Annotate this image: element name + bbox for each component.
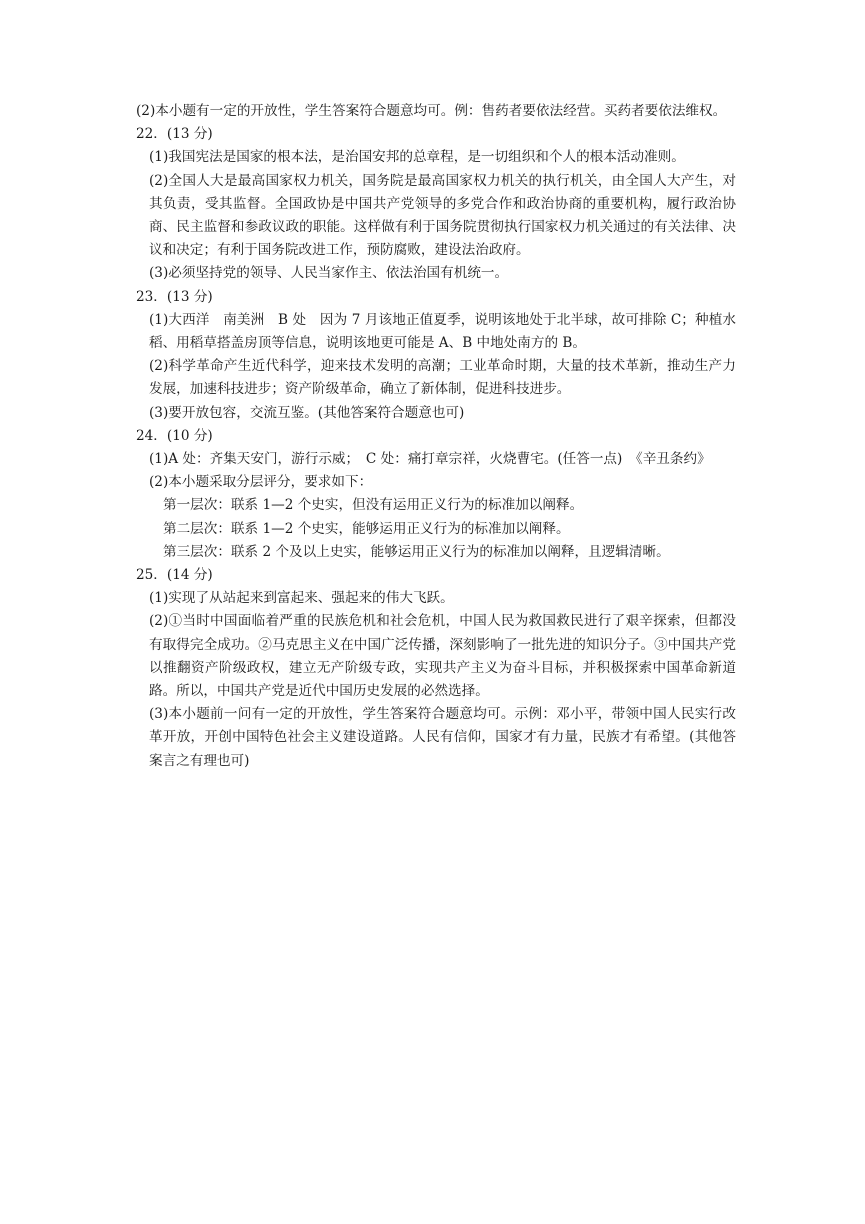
q25-part3: (3)本小题前一问有一定的开放性，学生答案符合题意均可。示例：邓小平，带领中国人民实行改革开放，开创中国特色社会主义建设道路。人民有信仰，国家才有力量，民族才有希望。(其他答案言之有理也可): [149, 706, 736, 769]
q23-heading: 23．(13 分): [136, 288, 213, 305]
q24-level1: 第一层次：联系 1—2 个史实，但没有运用正义行为的标准加以阐释。: [163, 497, 584, 514]
q25-part2: (2)①当时中国面临着严重的民族危机和社会危机，中国人民为救国救民进行了艰辛探索，但都没有取得完全成功。②马克思主义在中国广泛传播，深刻影响了一批先进的知识分子。③中国共产党以推翻资产阶级政权，建立无产阶级专政，实现共产主义为奋斗目标，并积极探索中国革命新道 路。所以，中国共产党是近代中国历史发展的必然选择。: [149, 613, 736, 700]
answer-key-page: [136, 100, 736, 773]
q24-level2: 第二层次：联系 1—2 个史实，能够运用正义行为的标准加以阐释。: [163, 520, 570, 537]
q22-part1: (1)我国宪法是国家的根本法，是治国安邦的总章程，是一切组织和个人的根本活动准则。: [149, 149, 685, 166]
q23-part1: (1)大西洋 南美洲 B 处 因为 7 月该地正值夏季，说明该地处于北半球，故可排除 C；种植水稻、用稻草搭盖房顶等信息，说明该地更可能是 A、B 中地处南方的 B。: [149, 311, 736, 352]
q21-part2: (2)本小题有一定的开放性，学生答案符合题意均可。例：售药者要依法经营。买药者要依法维权。: [136, 103, 727, 119]
q22-part3: (3)必须坚持党的领导、人民当家作主、依法治国有机统一。: [149, 265, 509, 282]
q23-part2: (2)科学革命产生近代科学，迎来技术发明的高潮；工业革命时期，大量的技术革新，推动生产力发展，加速科技进步；资产阶级革命，确立了新体制，促进科技进步。: [149, 358, 736, 398]
q23-part3: (3)要开放包容，交流互鉴。(其他答案符合题意也可): [149, 404, 465, 421]
q24-part2: (2)本小题采取分层评分，要求如下：: [149, 474, 373, 491]
q24-heading: 24．(10 分): [136, 427, 213, 444]
q24-part1: (1)A 处：齐集天安门，游行示威； C 处：痛打章宗祥，火烧曹宅。(任答一点) 《辛丑条约》: [149, 451, 711, 468]
q22-part2: (2)全国人大是最高国家权力机关，国务院是最高国家权力机关的执行机关，由全国人大产生，对其负责，受其监督。全国政协是中国共产党领导的多党合作和政治协商的重要机构，履行政治协商、民主监督和参政议政的职能。这样做有利于国务院贯彻执行国家权力机关通过的有关法律、决议和决定；有利于国务院改进工作，预防腐败，建设法治政府。: [149, 172, 736, 259]
q25-heading: 25．(14 分): [136, 567, 213, 584]
q22-heading: 22．(13 分): [136, 126, 213, 143]
q25-part1: (1)实现了从站起来到富起来、强起来的伟大飞跃。: [149, 590, 454, 607]
q24-level3: 第三层次：联系 2 个及以上史实，能够运用正义行为的标准加以阐释，且逻辑清晰。: [163, 543, 670, 560]
